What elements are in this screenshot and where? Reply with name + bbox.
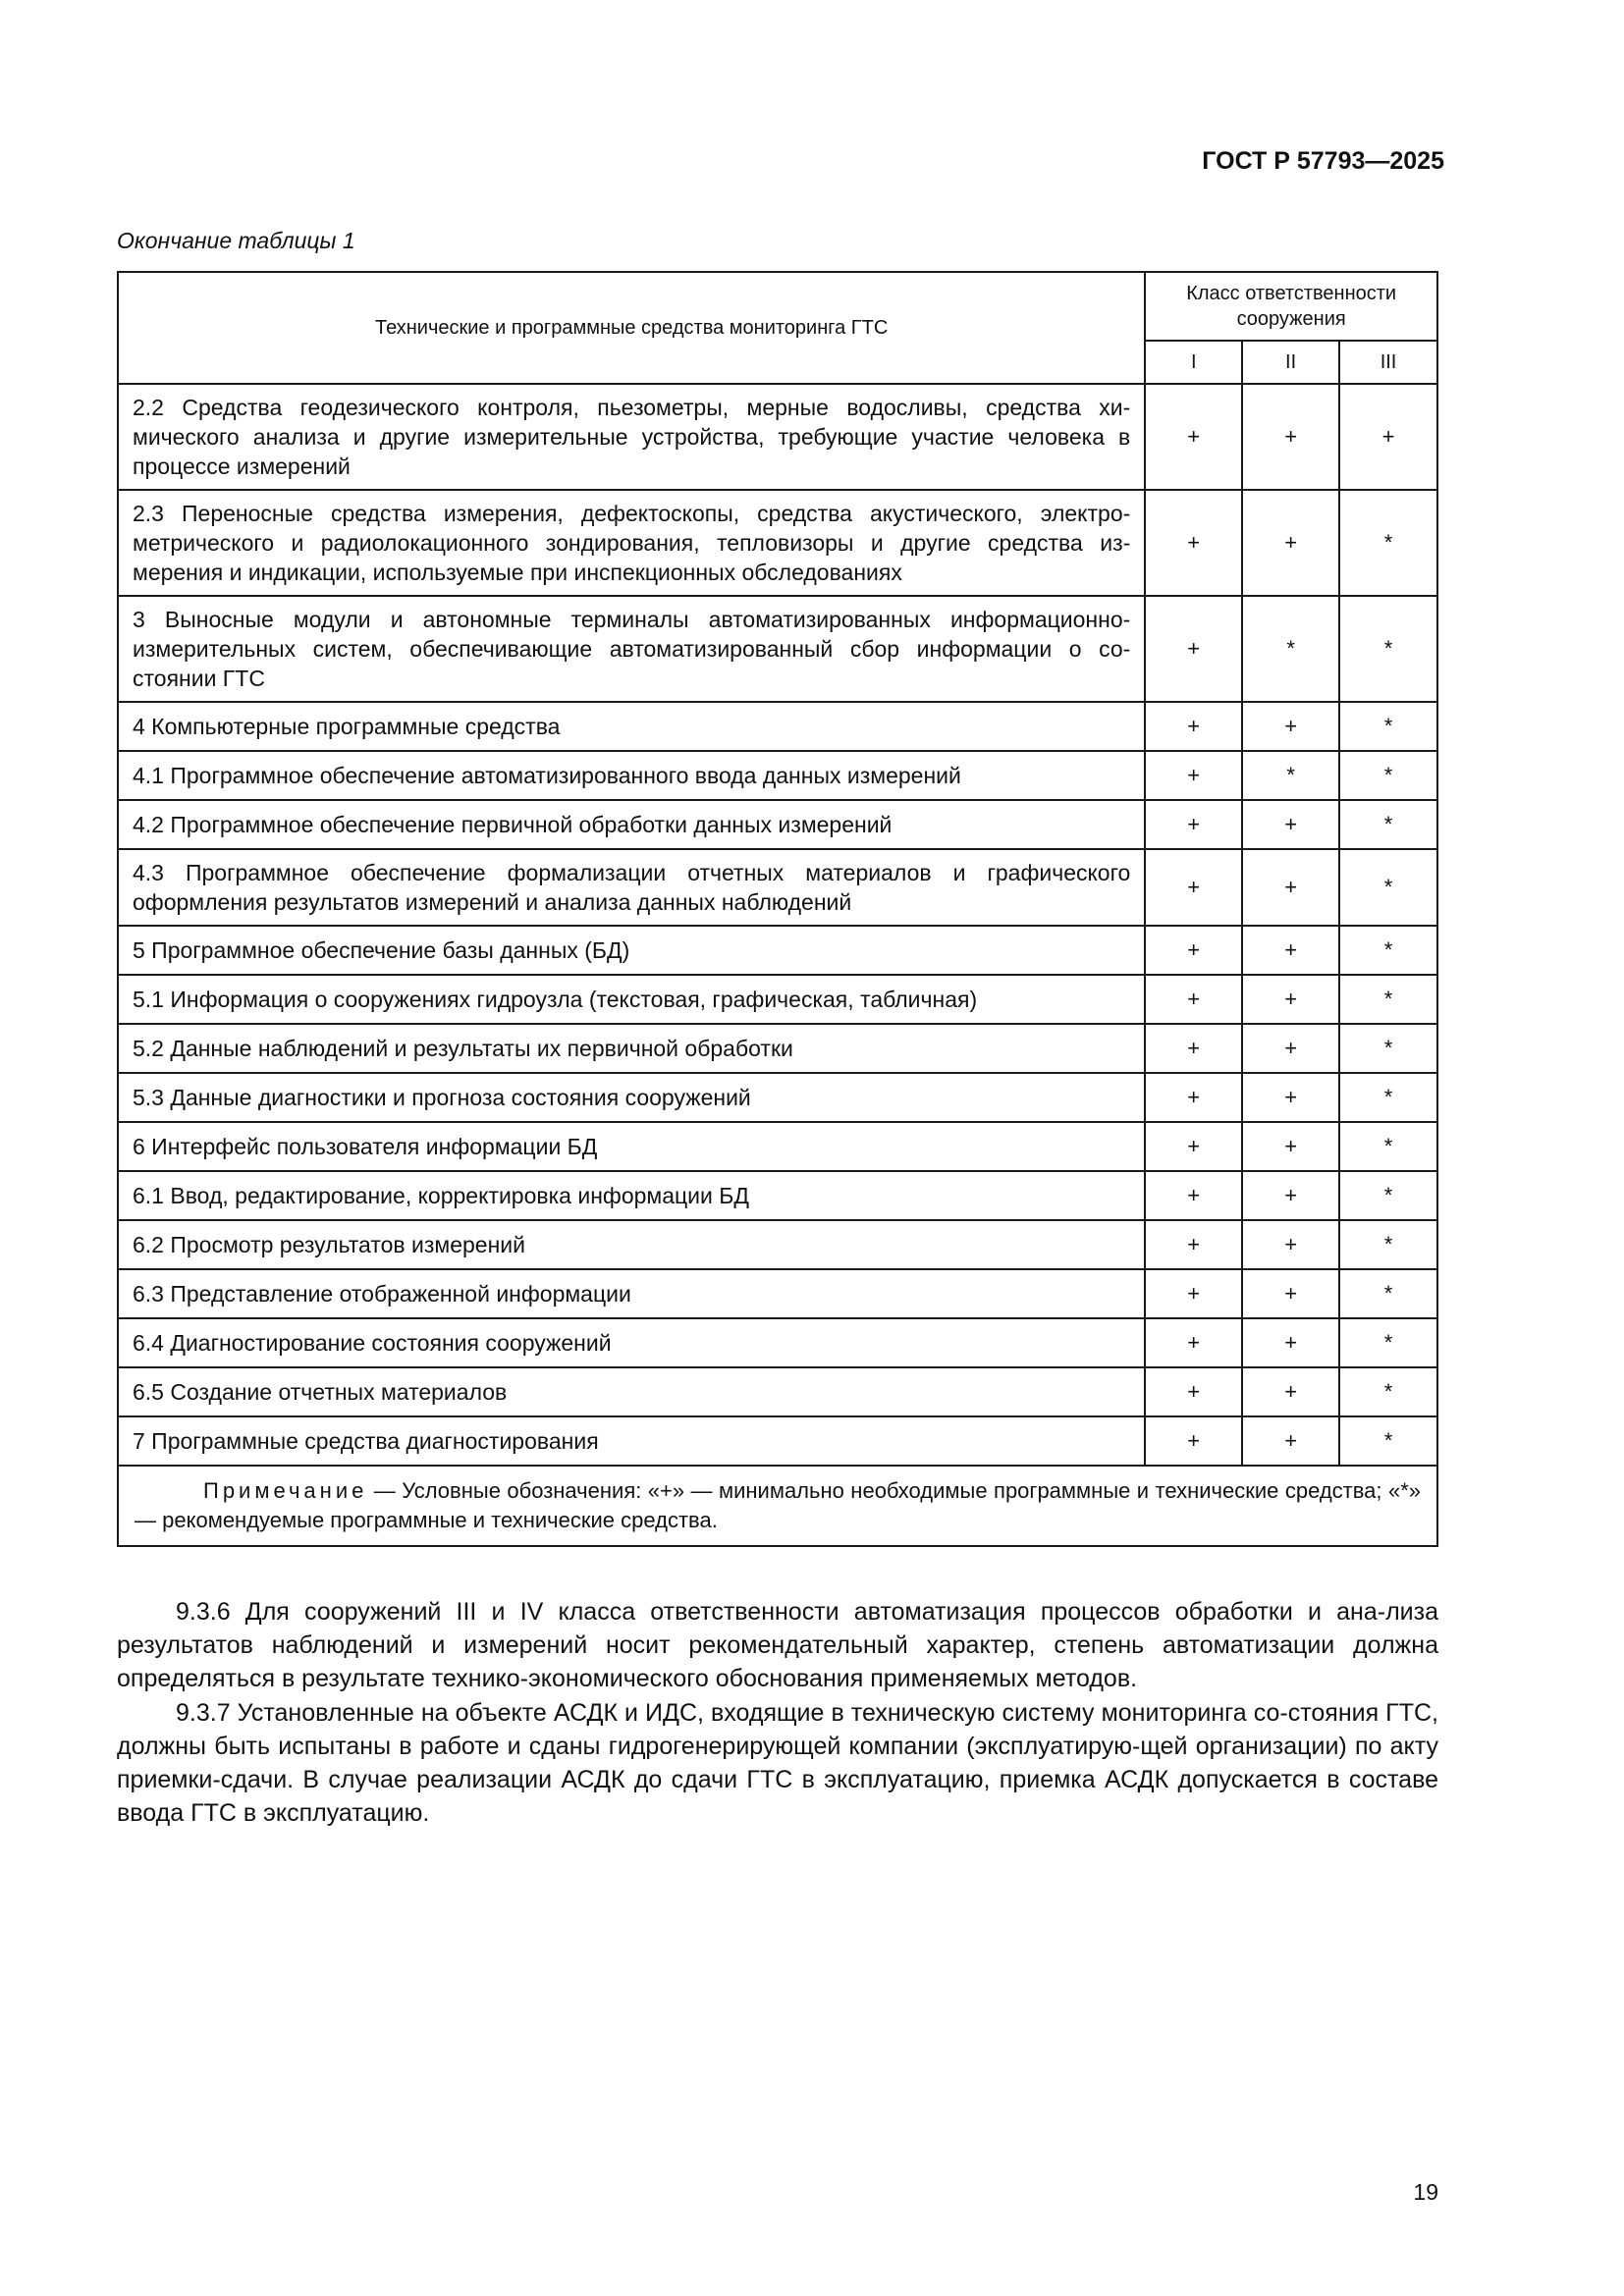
- table-row: [118, 1073, 1437, 1122]
- note-text: — Условные обозначения: «+» — минимально необходимые программные и технические средства; «*» — рекомендуемые программные и технические средства.: [135, 1478, 1421, 1532]
- table-row: [118, 926, 1437, 975]
- row-mark-class-2: +: [1242, 1269, 1339, 1318]
- row-mark-class-1: +: [1145, 1024, 1242, 1073]
- table-note: [118, 1466, 1437, 1546]
- row-mark-class-3: *: [1339, 1416, 1437, 1466]
- row-mark-class-1: +: [1145, 975, 1242, 1024]
- row-mark-class-2: *: [1242, 596, 1339, 702]
- row-mark-class-1: +: [1145, 1367, 1242, 1416]
- class-column-1: I: [1145, 341, 1242, 384]
- row-mark-class-1: +: [1145, 1122, 1242, 1171]
- row-mark-class-1: +: [1145, 596, 1242, 702]
- row-mark-class-2: +: [1242, 975, 1339, 1024]
- row-label: 2.2 Средства геодезического контроля, пьезометры, мерные водосливы, средства хи-мического анализа и другие измерительные устройства, требующие участие человека в процессе измерений: [118, 384, 1145, 490]
- row-label: 5.3 Данные диагностики и прогноза состояния сооружений: [118, 1073, 1145, 1122]
- class-column-3: III: [1339, 341, 1437, 384]
- row-mark-class-1: +: [1145, 751, 1242, 800]
- row-mark-class-3: *: [1339, 1024, 1437, 1073]
- row-label: 5.2 Данные наблюдений и результаты их первичной обработки: [118, 1024, 1145, 1073]
- table-row: [118, 1024, 1437, 1073]
- row-mark-class-3: *: [1339, 1171, 1437, 1220]
- table-body: [118, 384, 1437, 1466]
- row-mark-class-3: *: [1339, 1367, 1437, 1416]
- row-mark-class-2: +: [1242, 1220, 1339, 1269]
- row-mark-class-2: +: [1242, 800, 1339, 849]
- row-mark-class-3: *: [1339, 1122, 1437, 1171]
- row-label: 7 Программные средства диагностирования: [118, 1416, 1145, 1466]
- table-row: [118, 1122, 1437, 1171]
- class-column-2: II: [1242, 341, 1339, 384]
- row-label: 5 Программное обеспечение базы данных (БД): [118, 926, 1145, 975]
- row-label: 6.3 Представление отображенной информации: [118, 1269, 1145, 1318]
- row-mark-class-1: +: [1145, 1220, 1242, 1269]
- row-label: 4 Компьютерные программные средства: [118, 702, 1145, 751]
- row-mark-class-3: *: [1339, 490, 1437, 596]
- row-mark-class-1: +: [1145, 926, 1242, 975]
- table-row: [118, 1318, 1437, 1367]
- table-row: [118, 1171, 1437, 1220]
- row-mark-class-1: +: [1145, 1416, 1242, 1466]
- paragraph-9-3-6: 9.3.6 Для сооружений III и IV класса ответственности автоматизация процессов обработки и ана-лиза результатов наблюдений и измерений носит рекомендательный характер, степень автоматизации должна определяться в результате технико-экономического обоснования применяемых методов.: [117, 1598, 1438, 1692]
- row-mark-class-1: +: [1145, 1073, 1242, 1122]
- row-mark-class-1: +: [1145, 490, 1242, 596]
- row-mark-class-1: +: [1145, 1318, 1242, 1367]
- row-mark-class-1: +: [1145, 384, 1242, 490]
- row-label: 5.1 Информация о сооружениях гидроузла (текстовая, графическая, табличная): [118, 975, 1145, 1024]
- row-mark-class-1: +: [1145, 1269, 1242, 1318]
- table-row: [118, 751, 1437, 800]
- row-mark-class-1: +: [1145, 800, 1242, 849]
- row-mark-class-2: +: [1242, 1024, 1339, 1073]
- column-header-means: Технические и программные средства мониторинга ГТС: [118, 272, 1145, 384]
- table-row: [118, 384, 1437, 490]
- row-mark-class-2: +: [1242, 1171, 1339, 1220]
- row-label: 2.3 Переносные средства измерения, дефектоскопы, средства акустического, электро-метрического и радиолокационного зондирования, тепловизоры и другие средства из-мерения и индикации, используемые при инспекционных обследованиях: [118, 490, 1145, 596]
- row-mark-class-2: +: [1242, 926, 1339, 975]
- page-number: 19: [1413, 2179, 1438, 2205]
- note-label: Примечание: [203, 1478, 368, 1503]
- table-row: [118, 702, 1437, 751]
- row-mark-class-2: +: [1242, 849, 1339, 926]
- monitoring-means-table: [117, 271, 1438, 1547]
- row-mark-class-3: *: [1339, 800, 1437, 849]
- row-mark-class-2: +: [1242, 1416, 1339, 1466]
- row-mark-class-3: *: [1339, 1073, 1437, 1122]
- row-label: 6.5 Создание отчетных материалов: [118, 1367, 1145, 1416]
- paragraph-9-3-7: 9.3.7 Установленные на объекте АСДК и ИДС, входящие в техническую систему мониторинга со-стояния ГТС, должны быть испытаны в работе и сданы гидрогенерирующей компании (эксплуатирую-щей организации) по акту приемки-сдачи. В случае реализации АСДК до сдачи ГТС в эксплуатацию, приемка АСДК допускается в составе ввода ГТС в эксплуатацию.: [117, 1699, 1438, 1827]
- table-row: [118, 975, 1437, 1024]
- row-label: 4.2 Программное обеспечение первичной обработки данных измерений: [118, 800, 1145, 849]
- row-mark-class-3: *: [1339, 849, 1437, 926]
- row-mark-class-3: *: [1339, 975, 1437, 1024]
- row-label: 4.3 Программное обеспечение формализации отчетных материалов и графического оформления результатов измерений и анализа данных наблюдений: [118, 849, 1145, 926]
- table-row: [118, 1220, 1437, 1269]
- row-mark-class-2: +: [1242, 1318, 1339, 1367]
- row-label: 3 Выносные модули и автономные терминалы автоматизированных информационно-измерительных систем, обеспечивающие автоматизированный сбор информации о со-стоянии ГТС: [118, 596, 1145, 702]
- table-row: [118, 1269, 1437, 1318]
- row-label: 4.1 Программное обеспечение автоматизированного ввода данных измерений: [118, 751, 1145, 800]
- row-mark-class-2: +: [1242, 1122, 1339, 1171]
- row-mark-class-3: *: [1339, 751, 1437, 800]
- column-header-class: Класс ответственности сооружения: [1145, 272, 1437, 341]
- row-mark-class-3: *: [1339, 1318, 1437, 1367]
- row-mark-class-1: +: [1145, 1171, 1242, 1220]
- table-row: [118, 1416, 1437, 1466]
- row-mark-class-3: *: [1339, 1269, 1437, 1318]
- row-mark-class-3: *: [1339, 596, 1437, 702]
- row-mark-class-2: +: [1242, 1073, 1339, 1122]
- table-row: [118, 596, 1437, 702]
- table-caption: Окончание таблицы 1: [117, 228, 355, 253]
- row-mark-class-3: *: [1339, 1220, 1437, 1269]
- row-label: 6.4 Диагностирование состояния сооружений: [118, 1318, 1145, 1367]
- row-mark-class-2: +: [1242, 702, 1339, 751]
- row-mark-class-2: +: [1242, 384, 1339, 490]
- table-row: [118, 1367, 1437, 1416]
- table-row: [118, 490, 1437, 596]
- row-label: 6 Интерфейс пользователя информации БД: [118, 1122, 1145, 1171]
- table-row: [118, 849, 1437, 926]
- document-id: ГОСТ Р 57793—2025: [1202, 147, 1444, 175]
- row-mark-class-3: *: [1339, 926, 1437, 975]
- row-mark-class-1: +: [1145, 849, 1242, 926]
- row-label: 6.2 Просмотр результатов измерений: [118, 1220, 1145, 1269]
- row-label: 6.1 Ввод, редактирование, корректировка информации БД: [118, 1171, 1145, 1220]
- row-mark-class-2: *: [1242, 751, 1339, 800]
- row-mark-class-3: +: [1339, 384, 1437, 490]
- row-mark-class-2: +: [1242, 1367, 1339, 1416]
- row-mark-class-3: *: [1339, 702, 1437, 751]
- row-mark-class-2: +: [1242, 490, 1339, 596]
- table-row: [118, 800, 1437, 849]
- row-mark-class-1: +: [1145, 702, 1242, 751]
